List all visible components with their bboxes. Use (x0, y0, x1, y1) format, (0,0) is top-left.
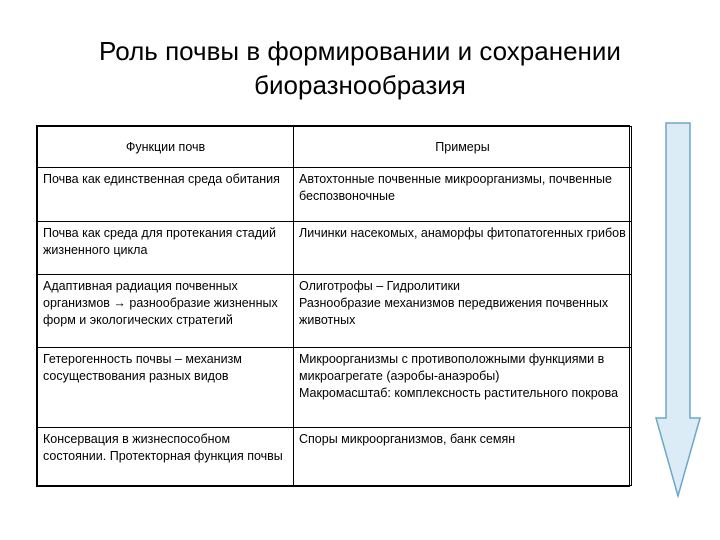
examples-cell (294, 348, 632, 428)
table-row (38, 348, 632, 428)
examples-cell (294, 428, 632, 486)
slide-title-line-2: биоразнообразия (254, 70, 466, 100)
examples-text: Разнообразие механизмов передвижения почвенных животных (299, 296, 609, 327)
function-cell (38, 348, 294, 428)
examples-text: Автохтонные почвенные микроорганизмы, почвенные беспозвоночные (299, 172, 612, 203)
function-cell (38, 168, 294, 222)
function-text: Почва как среда для протекания стадий жизненного цикла (43, 226, 276, 257)
slide-title-line-1: Роль почвы в формировании и сохранении (99, 36, 621, 66)
function-text: Адаптивная радиация почвенных организмов → разнообразие жизненных форм и экологических стратегий (43, 279, 278, 327)
examples-text: Макромасштаб: комплексность растительного покрова (299, 386, 619, 400)
table-row (38, 168, 632, 222)
header-functions: Функции почв (38, 127, 294, 168)
examples-text: Олиготрофы – Гидролитики (299, 279, 461, 293)
table-row (38, 428, 632, 486)
function-text: Почва как единственная среда обитания (43, 172, 280, 186)
soil-functions-table-container (36, 125, 630, 487)
function-text: Гетерогенность почвы – механизм сосуществования разных видов (43, 352, 242, 383)
function-text: Консервация в жизнеспособном состоянии. Протекторная функция почвы (43, 432, 283, 463)
examples-cell (294, 275, 632, 348)
table-row (38, 222, 632, 275)
examples-cell (294, 168, 632, 222)
function-cell (38, 222, 294, 275)
slide-title (60, 34, 660, 102)
examples-text: Споры микроорганизмов, банк семян (299, 432, 516, 446)
table-row (38, 275, 632, 348)
examples-text: Микроорганизмы с противоположными функциями в микроагрегате (аэробы-анаэробы) (299, 352, 605, 383)
table-header-row (38, 127, 632, 168)
down-arrow-icon (654, 122, 702, 498)
function-cell (38, 275, 294, 348)
function-cell (38, 428, 294, 486)
down-arrow-shape (656, 123, 700, 496)
soil-functions-table (37, 126, 632, 486)
header-examples: Примеры (294, 127, 632, 168)
examples-text: Личинки насекомых, анаморфы фитопатогенных грибов (299, 226, 626, 240)
examples-cell (294, 222, 632, 275)
